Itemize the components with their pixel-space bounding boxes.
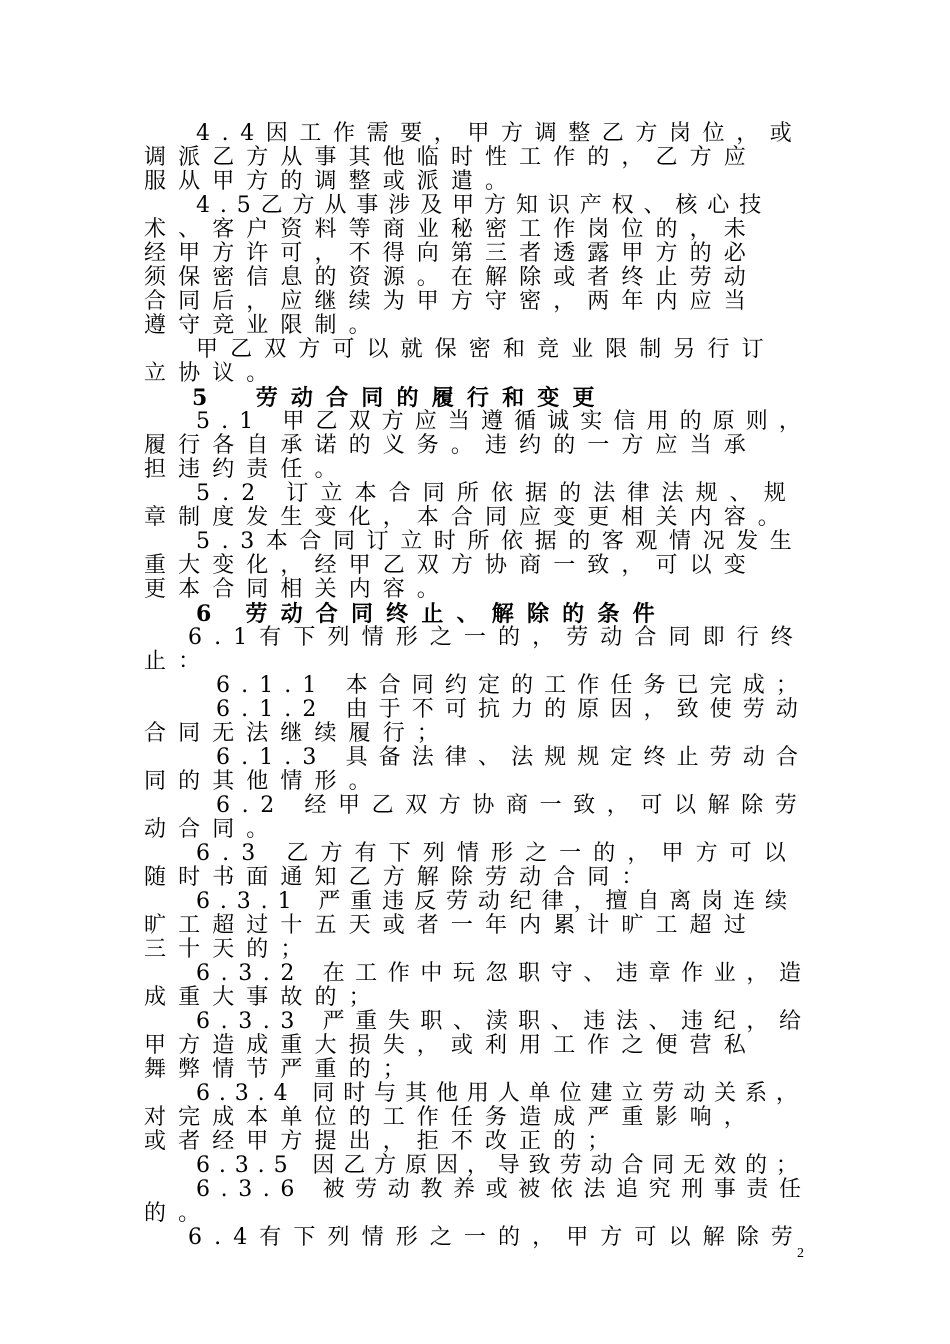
item-6-3-6-line-2: 的。 (144, 1201, 213, 1226)
item-6-3-4-line-1: 6.3.4 同时与其他用人单位建立劳动关系， (196, 1081, 807, 1106)
paragraph-confidentiality-line-1: 甲乙双方可以就保密和竞业限制另行订 (196, 337, 776, 362)
paragraph-5-3-line-1: 5.3本合同订立时所依据的客观情况发生 (196, 529, 804, 554)
item-6-3-1-line-2: 旷工超过十五天或者一年内累计旷工超过 (144, 913, 758, 938)
paragraph-5-1-line-3: 担违约责任。 (144, 457, 349, 482)
item-6-3-6-line-1: 6.3.6 被劳动教养或被依法追究刑事责任 (196, 1177, 812, 1202)
paragraph-6-2-line-2: 动合同。 (144, 817, 281, 842)
paragraph-4-4-line-1: 4.4因工作需要，甲方调整乙方岗位，或 (196, 121, 804, 146)
paragraph-6-1-line-1: 6.1有下列情形之一的，劳动合同即行终 (188, 625, 805, 650)
paragraph-6-2-line-1: 6.2 经甲乙双方协商一致，可以解除劳 (216, 793, 809, 818)
item-6-3-2-line-2: 成重大事故的； (144, 985, 383, 1010)
item-6-3-4-line-3: 或者经甲方提出，拒不改正的； (144, 1129, 622, 1154)
paragraph-4-5-line-1: 4.5乙方从事涉及甲方知识产权、核心技 (196, 193, 772, 218)
paragraph-6-1-line-2: 止： (144, 649, 213, 674)
paragraph-4-4-line-2: 调派乙方从事其他临时性工作的，乙方应 (144, 145, 758, 170)
paragraph-5-1-line-2: 履行各自承诺的义务。违约的一方应当承 (144, 433, 758, 458)
item-6-3-3-line-3: 舞弊情节严重的； (144, 1057, 417, 1082)
paragraph-6-3-line-2: 随时书面通知乙方解除劳动合同： (144, 865, 656, 890)
paragraph-5-2-line-1: 5.2 订立本合同所依据的法律法规、规 (196, 481, 798, 506)
item-6-1-3-line-2: 同的其他情形。 (144, 769, 383, 794)
item-6-1-2-line-1: 6.1.2 由于不可抗力的原因，致使劳动 (216, 697, 809, 722)
section-5-heading: 5 劳动合同的履行和变更 (192, 385, 608, 411)
item-6-1-1: 6.1.1 本合同约定的工作任务已完成； (216, 673, 809, 698)
item-6-3-2-line-1: 6.3.2 在工作中玩忽职守、违章作业，造 (196, 961, 812, 986)
paragraph-4-4-line-3: 服从甲方的调整或派遣。 (144, 169, 520, 194)
item-6-1-3-line-1: 6.1.3 具备法律、法规规定终止劳动合 (216, 745, 809, 770)
item-6-3-3-line-2: 甲方造成重大损失，或利用工作之便营私 (144, 1033, 758, 1058)
paragraph-4-5-line-2: 术、客户资料等商业秘密工作岗位的，未 (144, 217, 758, 242)
item-6-3-1-line-3: 三十天的； (144, 937, 315, 962)
page-number: 2 (797, 1246, 804, 1261)
paragraph-5-2-line-2: 章制度发生变化，本合同应变更相关内容。 (144, 505, 792, 530)
paragraph-5-3-line-3: 更本合同相关内容。 (144, 577, 451, 602)
paragraph-5-1-line-1: 5.1 甲乙双方应当遵循诚实信用的原则， (196, 409, 812, 434)
paragraph-4-5-line-3: 经甲方许可，不得向第三者透露甲方的必 (144, 241, 758, 266)
section-6-heading: 6 劳动合同终止、解除的条件 (196, 601, 668, 627)
item-6-3-3-line-1: 6.3.3 严重失职、渎职、违法、违纪，给 (196, 1009, 812, 1034)
paragraph-4-5-line-4: 须保密信息的资源。在解除或者终止劳动 (144, 265, 758, 290)
paragraph-6-4-line-1: 6.4有下列情形之一的，甲方可以解除劳 (188, 1225, 805, 1250)
paragraph-6-3-line-1: 6.3 乙方有下列情形之一的，甲方可以 (196, 841, 798, 866)
paragraph-4-5-line-6: 遵守竞业限制。 (144, 313, 383, 338)
item-6-3-4-line-2: 对完成本单位的工作任务造成严重影响， (144, 1105, 758, 1130)
item-6-1-2-line-2: 合同无法继续履行； (144, 721, 451, 746)
item-6-3-5: 6.3.5 因乙方原因，导致劳动合同无效的； (196, 1153, 807, 1178)
paragraph-5-3-line-2: 重大变化，经甲乙双方协商一致，可以变 (144, 553, 758, 578)
paragraph-4-5-line-5: 合同后，应继续为甲方守密，两年内应当 (144, 289, 758, 314)
item-6-3-1-line-1: 6.3.1 严重违反劳动纪律，擅自离岗连续 (196, 889, 797, 914)
paragraph-confidentiality-line-2: 立协议。 (144, 361, 281, 386)
